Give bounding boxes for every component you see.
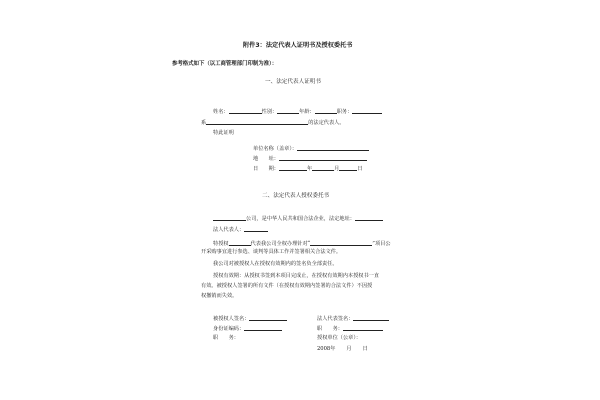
authorized-signature-blank[interactable] [249,315,287,321]
auth-represent-text: 代表我公司全权办理针对“ [250,241,311,247]
id-number-row [213,325,282,332]
legal-rep-position-row [317,325,383,332]
gender-label: 性别： [261,109,278,115]
name-blank[interactable] [229,108,262,114]
month-blank[interactable] [312,165,334,171]
day-blank[interactable] [339,165,357,171]
auth-date-month: 月 [346,346,352,352]
reference-note: 参考格式如下（以工商管理部门印制为准）： [172,61,278,67]
name-label: 姓名： [213,109,229,115]
legal-rep-signature-label: 法人代表签名： [317,316,354,322]
legal-rep-signature-blank[interactable] [353,315,389,321]
legal-rep-label: 法人代表人： [213,227,245,233]
authorizing-unit-row [317,336,361,341]
unit-name-label: 单位名称（盖章）： [253,146,298,152]
authorizing-unit-label: 授权单位（公章）： [317,335,362,341]
auth-paragraph3-line1: 授权有效期：从授权书签到本项目完成止，在授权有效期内本授权书一直 [213,273,380,279]
age-blank[interactable] [315,108,337,114]
auth-paragraph1-line2: 开采购事宜进行参选、谈判等具体工作并签署相关合法文件。 [201,249,342,255]
year-blank[interactable] [279,165,307,171]
authorized-signature-row [213,315,287,322]
auth-grant-label: 特授权 [213,241,229,247]
legal-rep-position-blank[interactable] [343,325,383,331]
unit-name-blank[interactable] [297,145,369,151]
legal-rep-position-label: 职 务： [317,326,343,332]
id-number-label: 身份证编码： [213,326,245,332]
auth-paragraph1-line1 [213,240,391,247]
date-row [253,165,363,172]
authorized-position-label: 职 务： [213,335,239,341]
year-label: 年 [306,166,313,172]
authorization-date-row [317,347,368,352]
month-label: 月 [334,166,340,172]
legal-rep-of-row [201,119,345,126]
section1-heading: 一、法定代表人证明书 [265,79,321,85]
company-row [213,215,383,222]
auth-paragraph3-line3: 权撤销而失效。 [201,293,238,299]
position-label: 职务： [336,109,353,115]
system-label: 系 [201,120,207,126]
company-name-blank[interactable] [213,215,246,221]
document-title: 附件3：法定代表人证明书及授权委托书 [243,42,353,49]
legal-rep-suffix: 的法定代表人。 [308,120,345,126]
company-blank[interactable] [206,119,308,125]
age-label: 年龄： [299,109,315,115]
day-label: 日 [357,166,363,172]
special-proof: 特此证明 [213,130,234,136]
legal-rep-blank[interactable] [244,226,268,232]
authorized-signature-label: 被授权人签名： [213,316,250,322]
authorized-position-row [213,336,239,341]
project-name-blank[interactable] [310,240,372,246]
id-number-blank[interactable] [244,325,282,331]
legal-rep-row [213,226,268,233]
authorized-person-blank[interactable] [229,240,251,246]
legal-address-blank[interactable] [355,215,383,221]
section2-heading: 二、法定代表人授权委托书 [262,193,330,199]
legal-rep-info-row [213,108,382,115]
auth-paragraph3-line2: 有效。被授权人签署的所有文件（在授权有效期内签署的合法文件）不因授 [201,283,373,289]
company-suffix: 公司，是中华人民共和国合法企业，法定地址： [246,216,355,222]
auth-paragraph2: 我公司对被授权人在授权有效期内的签名负全部责任。 [213,261,338,267]
auth-date-year: 2008年 [317,346,336,352]
position-blank[interactable] [352,108,382,114]
address-label: 地 址： [253,156,279,162]
address-row [253,155,367,162]
gender-blank[interactable] [277,108,299,114]
auth-date-day: 日 [362,346,368,352]
date-label: 日 期： [253,166,279,172]
auth-project-suffix: ”项目公 [372,241,391,247]
unit-name-row [253,145,369,152]
legal-rep-signature-row [317,315,389,322]
address-blank[interactable] [279,155,367,161]
